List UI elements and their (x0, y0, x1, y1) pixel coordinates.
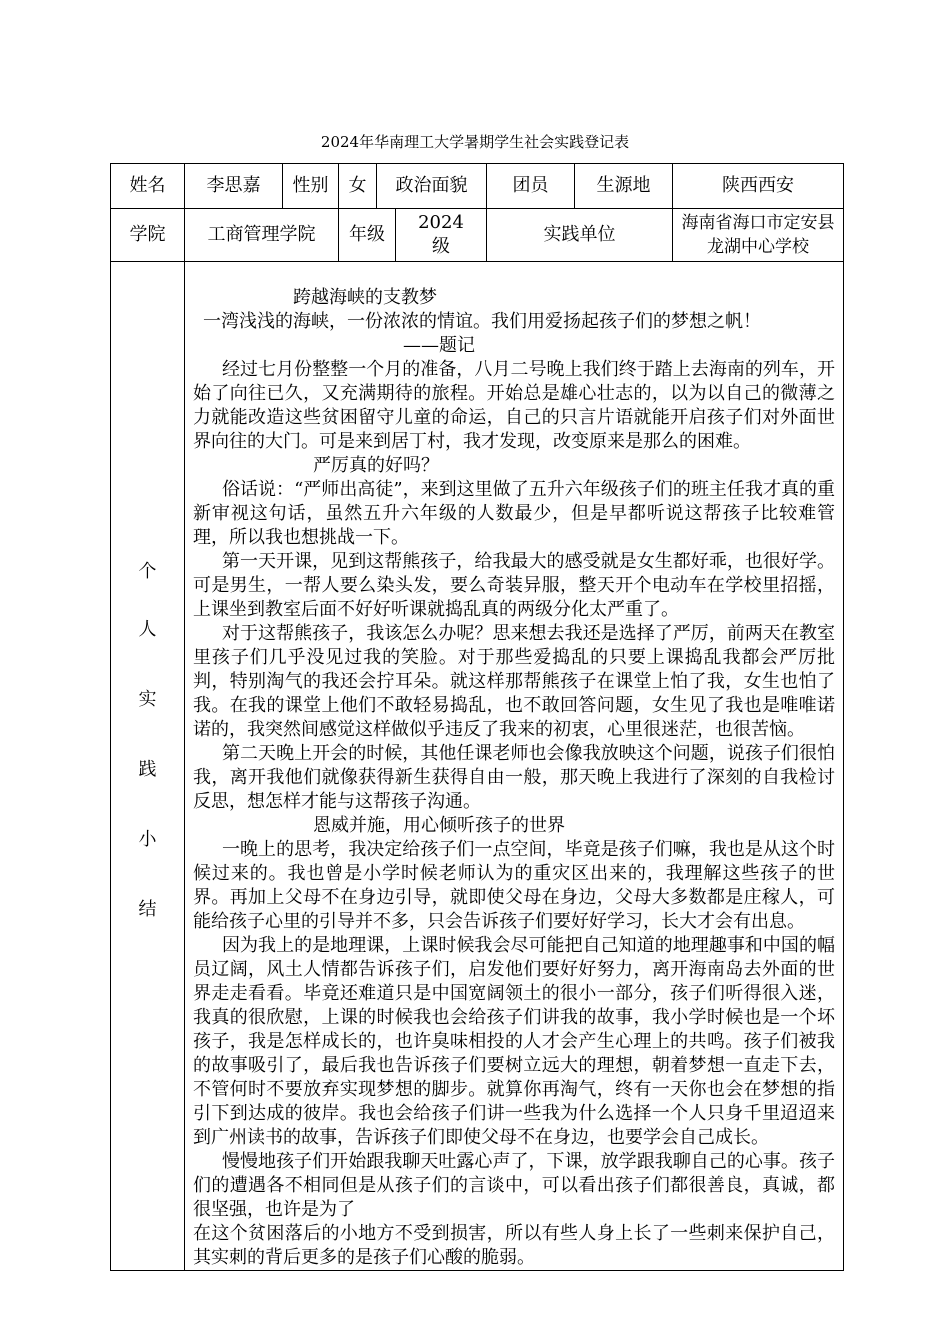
origin-value: 陕西西安 (673, 164, 844, 209)
registration-form (110, 163, 844, 1271)
grade-label: 年级 (339, 209, 396, 261)
paragraph: 在这个贫困落后的小地方不受到损害，所以有些人身上长了一些刺来保护自己，其实刺的背后更多的是孩子们心酸的脆弱。 (193, 1223, 835, 1268)
paragraph: 经过七月份整整一个月的准备，八月二号晚上我们终于踏上去海南的列车，开始了向往已久，又充满期待的旅程。开始总是雄心壮志的，以为以自己的微薄之力就能改造这些贫困留守儿童的命运，自己的只言片语就能开启孩子们对外面世界向往的大门。可是来到居丁村，我才发现，改变原来是那么的困难。 (193, 359, 835, 452)
summary-side-label (111, 262, 185, 1271)
political-status-value: 团员 (487, 164, 575, 209)
grade-value: 2024级 (418, 212, 464, 257)
college-value: 工商管理学院 (185, 209, 339, 262)
section-heading: 恩威并施，用心倾听孩子的世界 (313, 815, 565, 836)
side-char: 结 (138, 899, 157, 920)
side-char: 实 (138, 689, 157, 710)
essay-motto: 一湾浅浅的海峡，一份浓浓的情谊。我们用爱扬起孩子们的梦想之帆！ (203, 311, 761, 332)
practice-unit-value: 海南省海口市定安县龙湖中心学校 (673, 209, 844, 262)
paragraph: 一晚上的思考，我决定给孩子们一点空间，毕竟是孩子们嘛，我也是从这个时候过来的。我也曾是小学时候老师认为的重灾区出来的，我理解这些孩子的世界。再加上父母不在身边引导，就即使父母在身边，父母大多数都是庄稼人，可能给孩子心里的引导并不多，只会告诉孩子们要好好学习，长大才会有出息。 (193, 839, 835, 932)
paragraph: 第一天开课，见到这帮熊孩子，给我最大的感受就是女生都好乖，也很好学。可是男生，一帮人要么染头发，要么奇装异服，整天开个电动车在学校里招摇，上课坐到教室后面不好好听课就捣乱真的两级分化太严重了。 (193, 551, 835, 620)
paragraph: 第二天晚上开会的时候，其他任课老师也会像我放映这个问题，说孩子们很怕我，离开我他们就像获得新生获得自由一般，那天晚上我进行了深刻的自我检讨反思，想怎样才能与这帮孩子沟通。 (193, 743, 835, 812)
motto-source: ——题记 (403, 335, 475, 356)
side-char: 人 (138, 619, 157, 640)
paragraph: 慢慢地孩子们开始跟我聊天吐露心声了，下课，放学跟我聊自己的心事。孩子们的遭遇各不相同但是从孩子们的言谈中，可以看出孩子们都很善良，真诚，都很坚强，也许是为了 (193, 1151, 835, 1220)
side-char: 小 (138, 829, 157, 850)
summary-content (185, 262, 844, 1271)
side-char: 践 (138, 759, 157, 780)
origin-label: 生源地 (575, 164, 673, 209)
essay-title: 跨越海峡的支教梦 (293, 287, 437, 308)
gender-value: 女 (339, 164, 377, 209)
name-value: 李思嘉 (185, 164, 283, 209)
name-label: 姓名 (111, 164, 185, 209)
section-heading: 严厉真的好吗？ (313, 455, 439, 476)
gender-label: 性别 (283, 164, 339, 209)
practice-unit-label: 实践单位 (487, 209, 673, 262)
paragraph: 俗话说：“严师出高徒”，来到这里做了五升六年级孩子们的班主任我才真的重新审视这句话，虽然五升六年级的人数最少，但是早都听说这帮孩子比较难管理，所以我也想挑战一下。 (193, 479, 835, 548)
political-status-label: 政治面貌 (377, 164, 487, 209)
paragraph: 对于这帮熊孩子，我该怎么办呢？思来想去我还是选择了严厉，前两天在教室里孩子们几乎没见过我的笑脸。对于那些爱捣乱的只要上课捣乱我都会严厉批判，特别淘气的我还会拧耳朵。就这样那帮熊孩子在课堂上怕了我，女生也怕了我。在我的课堂上他们不敢轻易捣乱，也不敢回答问题，女生见了我也是唯唯诺诺的，我突然间感觉这样做似乎违反了我来的初衷，心里很迷茫，也很苦恼。 (193, 623, 835, 740)
side-char: 个 (138, 561, 157, 582)
grade-cell (339, 209, 487, 262)
paragraph: 因为我上的是地理课，上课时候我会尽可能把自己知道的地理趣事和中国的幅员辽阔，风土人情都告诉孩子们，启发他们要好好努力，离开海南岛去外面的世界走走看看。毕竟还难道只是中国宽阔领土的很小一部分，孩子们听得很入迷，我真的很欣慰，上课的时候我也会给孩子们讲我的故事，我小学时候也是一个坏孩子，我是怎样成长的，也许臭味相投的人才会产生心理上的共鸣。孩子们被我的故事吸引了，最后我也告诉孩子们要树立远大的理想，朝着梦想一直走下去，不管何时不要放弃实现梦想的脚步。就算你再淘气，终有一天你也会在梦想的指引下到达成的彼岸。我也会给孩子们讲一些我为什么选择一个人只身千里迢迢来到广州读书的故事，告诉孩子们即使父母不在身边，也要学会自己成长。 (193, 935, 835, 1148)
form-title: 2024年华南理工大学暑期学生社会实践登记表 (320, 133, 630, 151)
college-label: 学院 (111, 209, 185, 262)
